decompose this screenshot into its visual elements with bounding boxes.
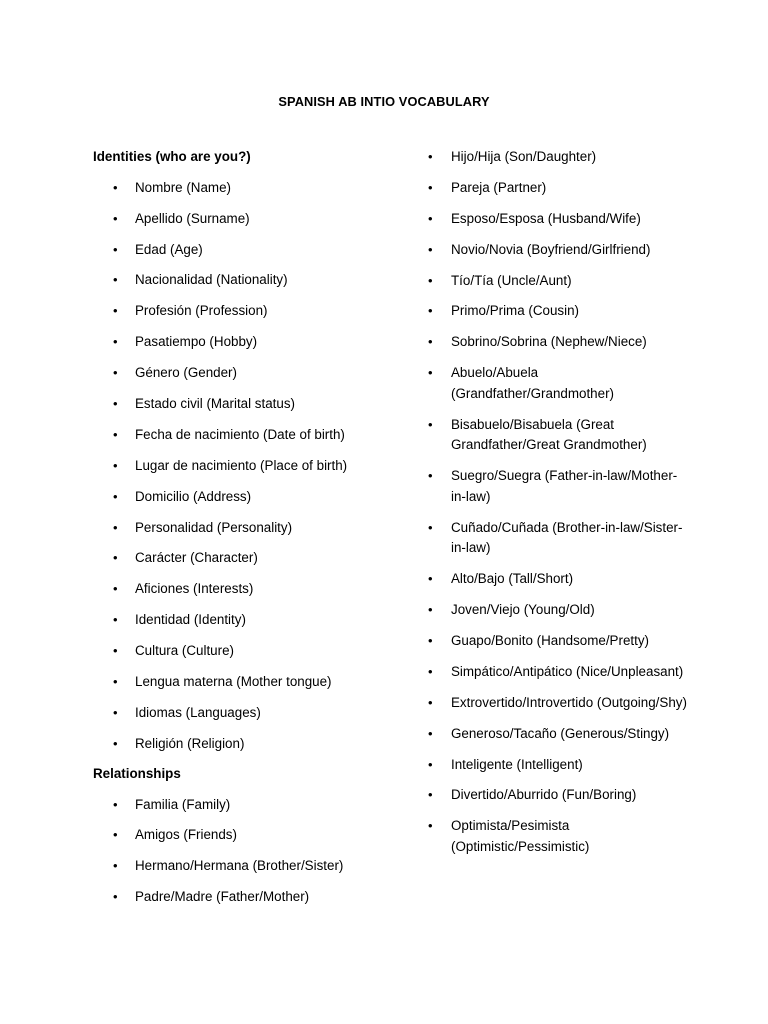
left-column (93, 147, 393, 918)
bullet-icon: • (428, 179, 433, 195)
list-item-text: Pasatiempo (Hobby) (135, 334, 258, 350)
list-item (428, 363, 690, 404)
bullet-icon: • (428, 241, 433, 257)
list-item (428, 415, 690, 456)
bullet-icon: • (113, 704, 118, 720)
list-item-text: Optimista/Pesimista (Optimistic/Pessimistic) (451, 818, 590, 854)
right-column (428, 147, 690, 868)
list-item-text: Cultura (Culture) (135, 643, 234, 659)
list-item (428, 693, 690, 714)
list-item-text: Bisabuelo/Bisabuela (Great Grandfather/Great Grandmother) (451, 416, 647, 453)
list-item-text: Divertido/Aburrido (Fun/Boring) (451, 787, 637, 803)
list-item-text: Abuelo/Abuela (Grandfather/Grandmother) (451, 365, 614, 401)
bullet-icon: • (113, 827, 118, 843)
bullet-icon: • (428, 756, 433, 772)
list-item-text: Nombre (Name) (135, 179, 231, 195)
list-item-text: Nacionalidad (Nationality) (135, 272, 288, 288)
bullet-icon: • (428, 519, 433, 535)
list-item (428, 178, 690, 199)
list-item-text: Guapo/Bonito (Handsome/Pretty) (451, 632, 649, 648)
list-item (93, 610, 393, 631)
list-item-text: Género (Gender) (135, 365, 237, 381)
bullet-icon: • (113, 426, 118, 442)
bullet-icon: • (428, 365, 433, 381)
list-item (93, 703, 393, 724)
list-item-text: Familia (Family) (135, 796, 231, 812)
list-item-text: Domicilio (Address) (135, 488, 252, 504)
list-item (428, 240, 690, 261)
list-item (93, 209, 393, 230)
list-item-text: Extrovertido/Introvertido (Outgoing/Shy) (451, 694, 687, 710)
list-item-text: Cuñado/Cuñada (Brother-in-law/Sister-in-law) (451, 519, 683, 556)
list-item (428, 816, 690, 857)
list-item-text: Carácter (Character) (135, 550, 258, 566)
bullet-icon: • (113, 457, 118, 473)
list-item-text: Religión (Religion) (135, 735, 245, 751)
list-item-text: Simpático/Antipático (Nice/Unpleasant) (451, 663, 684, 679)
list-item-text: Suegro/Suegra (Father-in-law/Mother-in-law) (451, 468, 678, 504)
bullet-icon: • (428, 416, 433, 432)
bullet-icon: • (113, 735, 118, 751)
list-item-text: Hijo/Hija (Son/Daughter) (451, 149, 597, 164)
list-item-text: Joven/Viejo (Young/Old) (451, 602, 595, 618)
list-item (428, 271, 690, 292)
list-item (428, 332, 690, 353)
list-item-text: Tío/Tía (Uncle/Aunt) (451, 272, 572, 288)
bullet-icon: • (428, 632, 433, 648)
list-item (93, 425, 393, 446)
list-item (428, 301, 690, 322)
bullet-icon: • (428, 602, 433, 618)
bullet-icon: • (113, 210, 118, 226)
bullet-icon: • (428, 694, 433, 710)
list-item-text: Primo/Prima (Cousin) (451, 303, 579, 319)
list-item (93, 887, 393, 908)
list-item (93, 734, 393, 755)
list-item (93, 795, 393, 816)
bullet-icon: • (113, 674, 118, 690)
bullet-icon: • (113, 365, 118, 381)
relationships-list (93, 795, 393, 908)
list-item (93, 456, 393, 477)
bullet-icon: • (428, 818, 433, 834)
bullet-icon: • (428, 571, 433, 587)
list-item (428, 518, 690, 559)
bullet-icon: • (113, 889, 118, 905)
list-item (428, 147, 690, 168)
list-item (93, 301, 393, 322)
list-item-text: Aficiones (Interests) (135, 581, 254, 597)
list-item-text: Hermano/Hermana (Brother/Sister) (135, 858, 344, 874)
list-item-text: Novio/Novia (Boyfriend/Girlfriend) (451, 241, 651, 257)
list-item-text: Generoso/Tacaño (Generous/Stingy) (451, 725, 670, 741)
list-item (93, 487, 393, 508)
bullet-icon: • (428, 149, 433, 164)
bullet-icon: • (428, 725, 433, 741)
bullet-icon: • (113, 396, 118, 412)
bullet-icon: • (113, 519, 118, 535)
list-item-text: Identidad (Identity) (135, 612, 246, 628)
bullet-icon: • (113, 272, 118, 288)
list-item (428, 600, 690, 621)
list-item (93, 672, 393, 693)
bullet-icon: • (428, 468, 433, 484)
page-title: SPANISH AB INTIO VOCABULARY (278, 94, 490, 109)
list-item (93, 548, 393, 569)
list-item (93, 518, 393, 539)
list-item (93, 825, 393, 846)
bullet-icon: • (113, 796, 118, 812)
list-item-text: Esposo/Esposa (Husband/Wife) (451, 210, 641, 226)
list-item-text: Padre/Madre (Father/Mother) (135, 889, 310, 905)
bullet-icon: • (113, 612, 118, 628)
list-item-text: Lugar de nacimiento (Place of birth) (135, 457, 348, 473)
list-item (93, 178, 393, 199)
bullet-icon: • (428, 663, 433, 679)
list-item-text: Edad (Age) (135, 241, 203, 257)
list-item (428, 466, 690, 507)
list-item-text: Alto/Bajo (Tall/Short) (451, 571, 574, 587)
bullet-icon: • (113, 643, 118, 659)
list-item (93, 363, 393, 384)
list-item (93, 270, 393, 291)
list-item (93, 332, 393, 353)
bullet-icon: • (428, 210, 433, 226)
right-list (428, 147, 690, 857)
list-item (428, 631, 690, 652)
list-item (93, 641, 393, 662)
bullet-icon: • (428, 787, 433, 803)
bullet-icon: • (113, 303, 118, 319)
bullet-icon: • (428, 303, 433, 319)
list-item-text: Pareja (Partner) (451, 179, 547, 195)
section-heading-identities: Identities (who are you?) (93, 149, 251, 164)
bullet-icon: • (113, 858, 118, 874)
list-item-text: Inteligente (Intelligent) (451, 756, 583, 772)
bullet-icon: • (113, 581, 118, 597)
list-item (93, 856, 393, 877)
section-heading-relationships: Relationships (93, 765, 181, 781)
list-item-text: Idiomas (Languages) (135, 704, 261, 720)
identities-list (93, 178, 393, 755)
list-item-text: Estado civil (Marital status) (135, 396, 295, 412)
list-item-text: Fecha de nacimiento (Date of birth) (135, 426, 345, 442)
list-item (428, 569, 690, 590)
list-item-text: Profesión (Profession) (135, 303, 268, 319)
list-item-text: Apellido (Surname) (135, 210, 250, 226)
bullet-icon: • (113, 241, 118, 257)
list-item (428, 724, 690, 745)
list-item (428, 755, 690, 776)
list-item-text: Amigos (Friends) (135, 827, 237, 843)
bullet-icon: • (113, 334, 118, 350)
list-item (93, 394, 393, 415)
list-item-text: Personalidad (Personality) (135, 519, 293, 535)
list-item (428, 785, 690, 806)
bullet-icon: • (428, 272, 433, 288)
list-item-text: Lengua materna (Mother tongue) (135, 674, 332, 690)
bullet-icon: • (113, 179, 118, 195)
list-item (428, 209, 690, 230)
bullet-icon: • (428, 334, 433, 350)
list-item (428, 662, 690, 683)
bullet-icon: • (113, 550, 118, 566)
list-item (93, 240, 393, 261)
list-item-text: Sobrino/Sobrina (Nephew/Niece) (451, 334, 647, 350)
bullet-icon: • (113, 488, 118, 504)
list-item (93, 579, 393, 600)
